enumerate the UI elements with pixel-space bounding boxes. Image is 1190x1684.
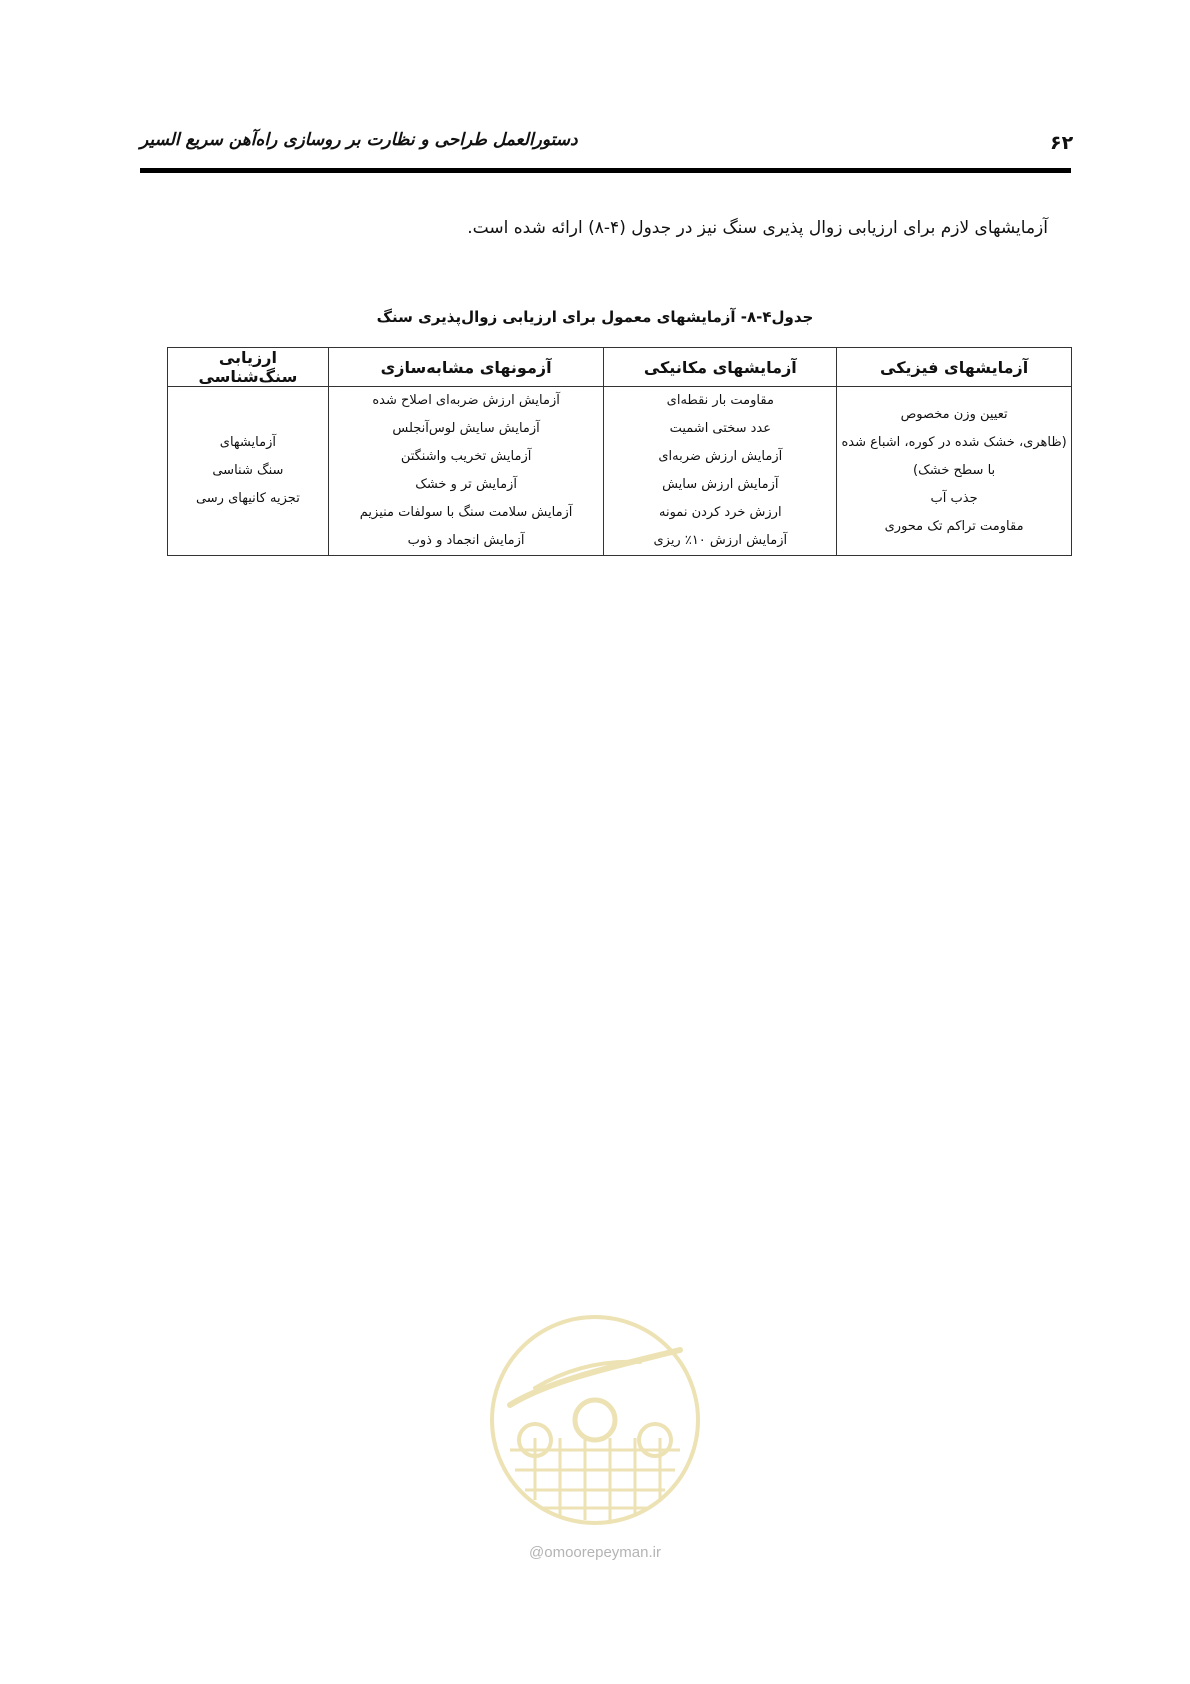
cell-line: آزمایش تر و خشک — [415, 477, 517, 492]
cell-line: آزمایش سایش لوس‌آنجلس — [392, 421, 540, 436]
cell-line: آزمایش انجماد و ذوب — [407, 533, 525, 548]
cell-line: آزمایش ارزش ۱۰٪ ریزی — [653, 533, 788, 548]
watermark-gear-icon — [575, 1400, 615, 1440]
header-rule — [140, 168, 1071, 173]
page-number: ۶۲ — [1050, 132, 1074, 154]
cell-line: تعیین وزن مخصوص — [900, 407, 1008, 422]
cell-line: تجزیه کانیهای رسی — [195, 491, 300, 506]
cell-line: عدد سختی اشمیت — [669, 421, 771, 436]
cell-line: آزمایش ارزش ضربه‌ای اصلاح شده — [372, 393, 560, 408]
watermark-ring — [492, 1317, 698, 1523]
header-petrography: ارزیابی سنگ‌شناسی — [168, 348, 329, 387]
cell-line: (ظاهری، خشک شده در کوره، اشباع شده — [841, 435, 1067, 450]
header-mechanical-tests: آزمایشهای مکانیکی — [604, 348, 837, 387]
watermark-site: @omoorepeyman.ir — [529, 1544, 661, 1561]
cell-line: سنگ شناسی — [212, 463, 284, 478]
cell-line: جذب آب — [930, 491, 978, 506]
cell-petrography — [168, 387, 329, 556]
intro-paragraph: آزمایشهای لازم برای ارزیابی زوال پذیری سنگ نیز در جدول (۴-۸) ارائه شده است. — [467, 218, 1048, 238]
cell-simulation-tests — [328, 387, 604, 556]
running-title: دستورالعمل طراحی و نظارت بر روسازی راه‌آهن سریع السیر — [140, 130, 578, 150]
cell-mechanical-tests — [604, 387, 837, 556]
cell-line: آزمایشهای — [219, 435, 276, 450]
table-header-row — [168, 348, 1072, 387]
cell-line: مقاومت بار نقطه‌ای — [666, 393, 774, 408]
header-simulation-tests: آزمونهای مشابه‌سازی — [328, 348, 604, 387]
cell-line: آزمایش سلامت سنگ با سولفات منیزیم — [359, 505, 573, 520]
watermark-calligraphy — [510, 1350, 680, 1405]
cell-line: ارزش خرد کردن نمونه — [659, 505, 782, 520]
cell-line: آزمایش ارزش سایش — [662, 477, 779, 492]
cell-physical-tests — [837, 387, 1072, 556]
cell-line: آزمایش تخریب واشنگتن — [400, 449, 532, 464]
watermark-grid — [510, 1438, 680, 1520]
cell-line: با سطح خشک) — [913, 463, 996, 478]
cell-line: مقاومت تراکم تک محوری — [884, 519, 1024, 534]
tests-table — [167, 347, 1072, 556]
table-caption: جدول۴-۸- آزمایشهای معمول برای ارزیابی زوال‌پذیری سنگ — [376, 308, 814, 326]
header-physical-tests: آزمایشهای فیزیکی — [837, 348, 1072, 387]
table-row — [168, 387, 1072, 556]
cell-line: آزمایش ارزش ضربه‌ای — [658, 449, 783, 464]
watermark-logo — [480, 1310, 710, 1570]
